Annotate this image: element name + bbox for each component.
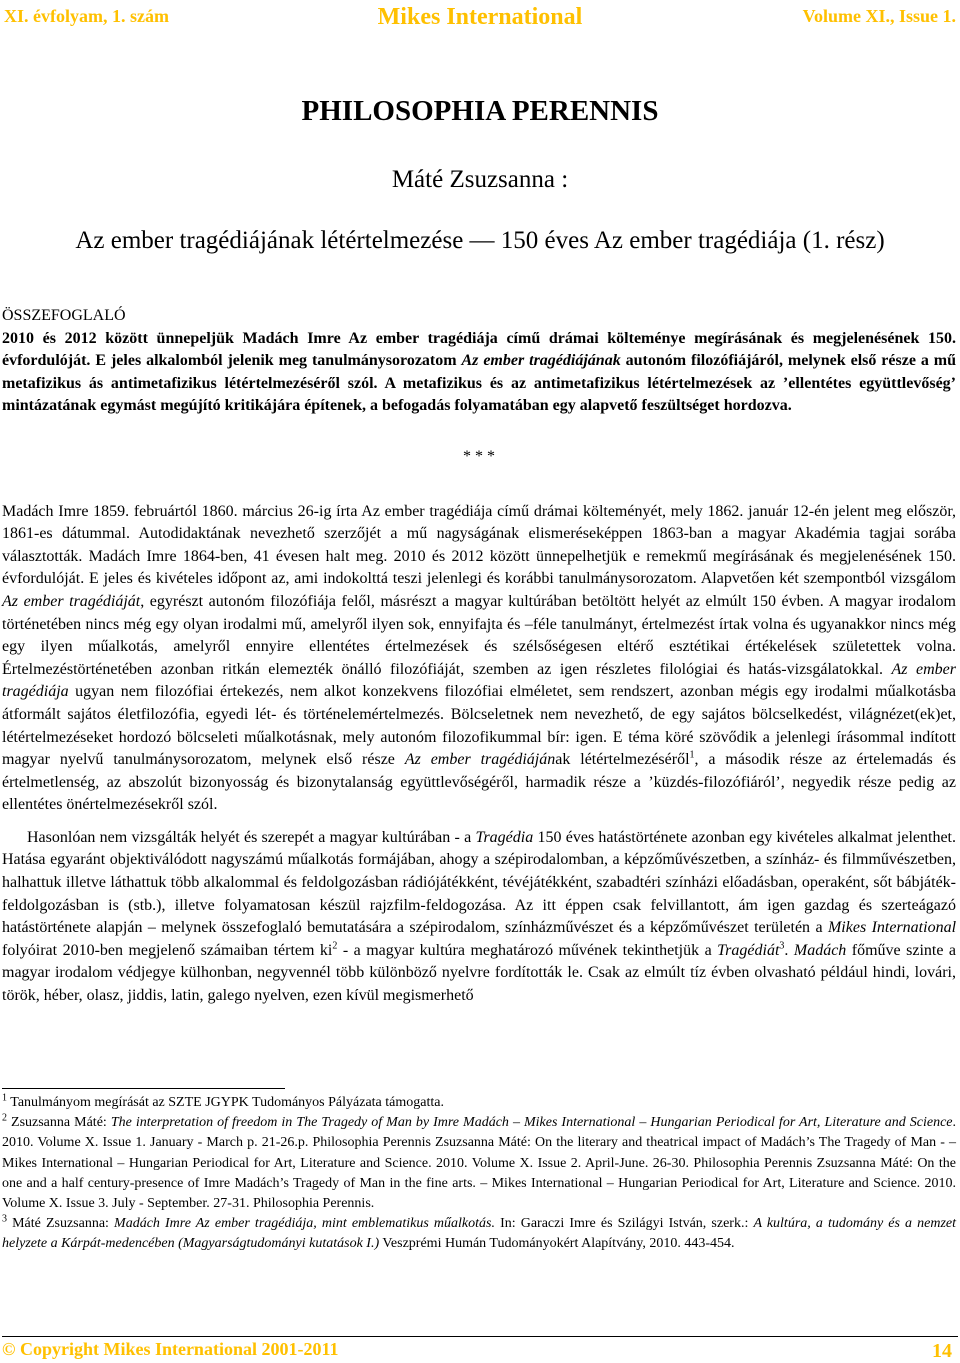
body-paragraph-2 — [2, 827, 956, 1008]
footnote-italic: A kultúra, a tudomány és a nemzet helyzete a Kárpát-medencében (Magyarságtudományi kutatások I.) — [2, 1216, 957, 1252]
footnote-text: Tanulmányom megírását az SZTE JGYPK Tudományos Pályázata támogatta. — [7, 1095, 444, 1110]
text-run: ugyan nem filozófiai értekezés, nem alkot konzekvens filozófiai elméletet, sem rendszert, azonban mégis egy irodalmi műalkotásba átformált sajátos életfilozófia, egyedi lét- és történelemértelmezés. Bölcseletnek nem nevezhető, de egy sajátos bölcselkedést, világnézet(ek)et, létértelmezéseket hordozó bölcseleti műalkotásnak, mely autonóm filozofikummal bír: igen. E téma köré szövődik a jelenlegi írásommal indított magyar nyelvű tanulmánysorozatom, melynek első része — [2, 683, 956, 769]
text-run: folyóirat 2010-ben megjelenő számaiban tértem ki — [2, 941, 333, 959]
abstract-part-1: 2010 és 2012 között ünnepeljük Madách Imre Az ember tragédiája című drámai költeménye megírásának és megjelenésének 150. évfordulóját. — [2, 329, 956, 370]
italic-run: Az ember tragédiája — [2, 660, 957, 701]
text-run: , a második része az értelemadás és értelmetlenség, az abszolút bizonyosság és bizonytalanság együttlevőségéről, harmadik része a ’küzdés-filozófiáról’, negyedik része pedig az ellentétes önértelmezésekről szól. — [2, 751, 957, 814]
footnote-ref[interactable]: 3 — [779, 940, 785, 952]
footnote-3 — [2, 1214, 956, 1254]
abstract-text — [2, 328, 956, 418]
page-number: 14 — [932, 1340, 952, 1362]
header-issue-hu: XI. évfolyam, 1. szám — [4, 6, 169, 26]
footnote-text: Máté Zsuzsanna: — [7, 1216, 115, 1232]
header-journal-name: Mikes International — [377, 4, 583, 30]
footnote-text: In: Garaczi Imre és Szilágyi István, szerk.: — [494, 1216, 754, 1232]
footnote-ref[interactable]: 1 — [689, 749, 695, 761]
article-subtitle: Az ember tragédiájának létértelmezése ― 150 éves Az ember tragédiája (1. rész) — [75, 227, 885, 254]
text-run: Madách Imre 1859. februártól 1860. március 26-ig írta Az ember tragédiája című drámai költeményét, mely 1862. január 12-én jelent meg először, 1861-es dátummal. Autodidaktának nevezhető szerzőjét a mű nagyságának elismeréseképpen 1863-ban a magyar Akadémia tagjai sorába választották. Madách Imre 1864-ben, 41 évesen halt meg. 2010 és 2012 között ünnepelhetjük e remekmű megírásának és megjelenésének 150. évfordulóját. E jeles és kivételes időpont az, ami indokolttá teszi jelenlegi és korábbi tanulmánysorozatom. Alapvetően két szempontból vizsgálom — [2, 502, 956, 588]
footnote-text: Zsuzsanna Máté: — [7, 1115, 111, 1131]
header-issue-en: Volume XI., Issue 1. — [802, 6, 956, 26]
article-content — [2, 305, 956, 1008]
italic-run: Tragédia — [475, 828, 534, 846]
footer-divider — [2, 1336, 958, 1337]
text-run: - a magyar kultúra meghatározó művének tekinthetjük a — [337, 941, 718, 959]
text-run: főműve szinte a magyar irodalom védjegye külhonban, negyvennél több különböző nyelvre fordították le. Csak az elmúlt tíz évben olvasható például hindi, lovári, török, héber, olasz, jiddis, latin, galego nyelven, ezen kívül megismerhető — [2, 941, 957, 1005]
text-run: ak létértelmezéséről — [555, 751, 690, 769]
text-run: , egyrészt autonóm filozófiája felől, másrészt a magyar kultúrában betöltött helyét az elmúlt 150 évben. A magyar irodalom történetében nincs még egy olyan irodalmi mű, amelyről ilyen sok, ennyifajta és –féle tanulmányt, értelmezést írtak volna és ugyanakkor nincs még egy ilyen műalkotás, amelyről ennyire ellentétes értelmezések és szélsőségesen eltérő esztétikai értékelések születettek volna. Értelmezéstörténetében azonban ritkán elemezték önálló filozófiáját, szemben az igen részletes filológiai és hatás-vizsgálatokkal. — [2, 592, 957, 678]
abstract-part-2: E jeles alkalomból jelenik meg tanulmánysorozatom — [90, 352, 462, 370]
italic-run: Mikes International — [827, 919, 957, 937]
footnote-text: . 2010. Volume X. Issue 1. January - March p. 21-26.p. Philosophia Perennis Zsuzsanna Máté: On the literary and theatrical impact of Madách’s The Tragedy of Man - – Mikes International – Hungarian Periodical for Art, Literature and Science. 2010. Volume X. Issue 2. April-June. 26-30. Philosophia Perennis Zsuzsanna Máté: On the one and a half century-presence of Imre Madách’s Tragedy of Man in the fine arts. – Mikes International – Hungarian Periodical for Art, Literature and Science. 2010. Volume X. Issue 3. July - September. 27-31. Philosophia Perennis. — [2, 1115, 957, 1212]
footnote-number: 1 — [2, 1092, 7, 1104]
text-run: 150 éves hatástörténete azonban egy kivételes alkalmat jelenthet. Hatása egyaránt objektiválódott nagyszámú műalkotás formájában, ahogy a szépirodalomban, a képzőművészetben, a színház- és filmművészetben, halhattuk illetve láthattuk több alkalommal és feldolgozásban rádiójátékként, tévéjátékként, szabadtéri színházi előadásban, operaként, sőt bábjáték-feldolgozásban is (stb.), illetve folyamatosan készül rajzfilm-feldogozása. Az itt éppen csak felvillantott, ám igen gazdag és szerteágazó hatástörténete alapján – melynek összefoglaló bemutatására a szépirodalom, színházművészet és a képzőművészet területén a — [2, 828, 957, 937]
footnote-1 — [2, 1093, 956, 1113]
footnote-2 — [2, 1113, 956, 1214]
page-footer — [0, 1336, 960, 1361]
italic-run: Tragédiát — [717, 941, 780, 959]
abstract-heading: ÖSSZEFOGLALÓ — [2, 307, 126, 324]
copyright-notice: © Copyright Mikes International 2001-2011 — [2, 1339, 339, 1359]
footnote-ref[interactable]: 2 — [332, 940, 338, 952]
body-paragraph-1 — [2, 501, 956, 817]
footnote-divider — [2, 1088, 285, 1089]
footnote-text: Veszprémi Humán Tudományokért Alapítvány, 2010. 443-454. — [379, 1236, 735, 1252]
italic-run: Madách — [793, 941, 847, 959]
abstract-part-3: autonóm filozófiájáról, melynek első része a mű metafizikus ás antimetafizikus létértelmezéséről szól. A metafizikus és az antimetafizikus létértelmezések az ’ellentétes együttlevőség’ mintázatának egymást megújító kritikájára építenek, a befogadás folyamatában egy alapvető feszültséget hordozva. — [2, 352, 956, 415]
page-header — [0, 4, 960, 36]
text-run: Hasonlóan nem vizsgálták helyét és szerepét a magyar kultúrában - a — [27, 828, 476, 846]
text-run: . — [784, 941, 794, 959]
page-title: PHILOSOPHIA PERENNIS — [301, 95, 659, 127]
italic-run: Az ember tragédiáján — [404, 751, 556, 769]
footnotes — [2, 1093, 956, 1255]
abstract-italic: Az ember tragédiájának — [461, 352, 621, 370]
section-separator: * * * — [463, 447, 495, 465]
italic-run: Az ember tragédiáját — [2, 592, 141, 610]
author-line: Máté Zsuzsanna : — [391, 166, 569, 193]
footnote-italic: Madách Imre Az ember tragédiája, mint emblematikus műalkotás. — [114, 1216, 495, 1232]
footnote-number: 2 — [2, 1112, 7, 1124]
footnote-italic: The interpretation of freedom in The Tragedy of Man by Imre Madách – Mikes International – Hungarian Periodical for Art, Literature and Science — [110, 1115, 953, 1131]
footnote-number: 3 — [2, 1213, 7, 1225]
